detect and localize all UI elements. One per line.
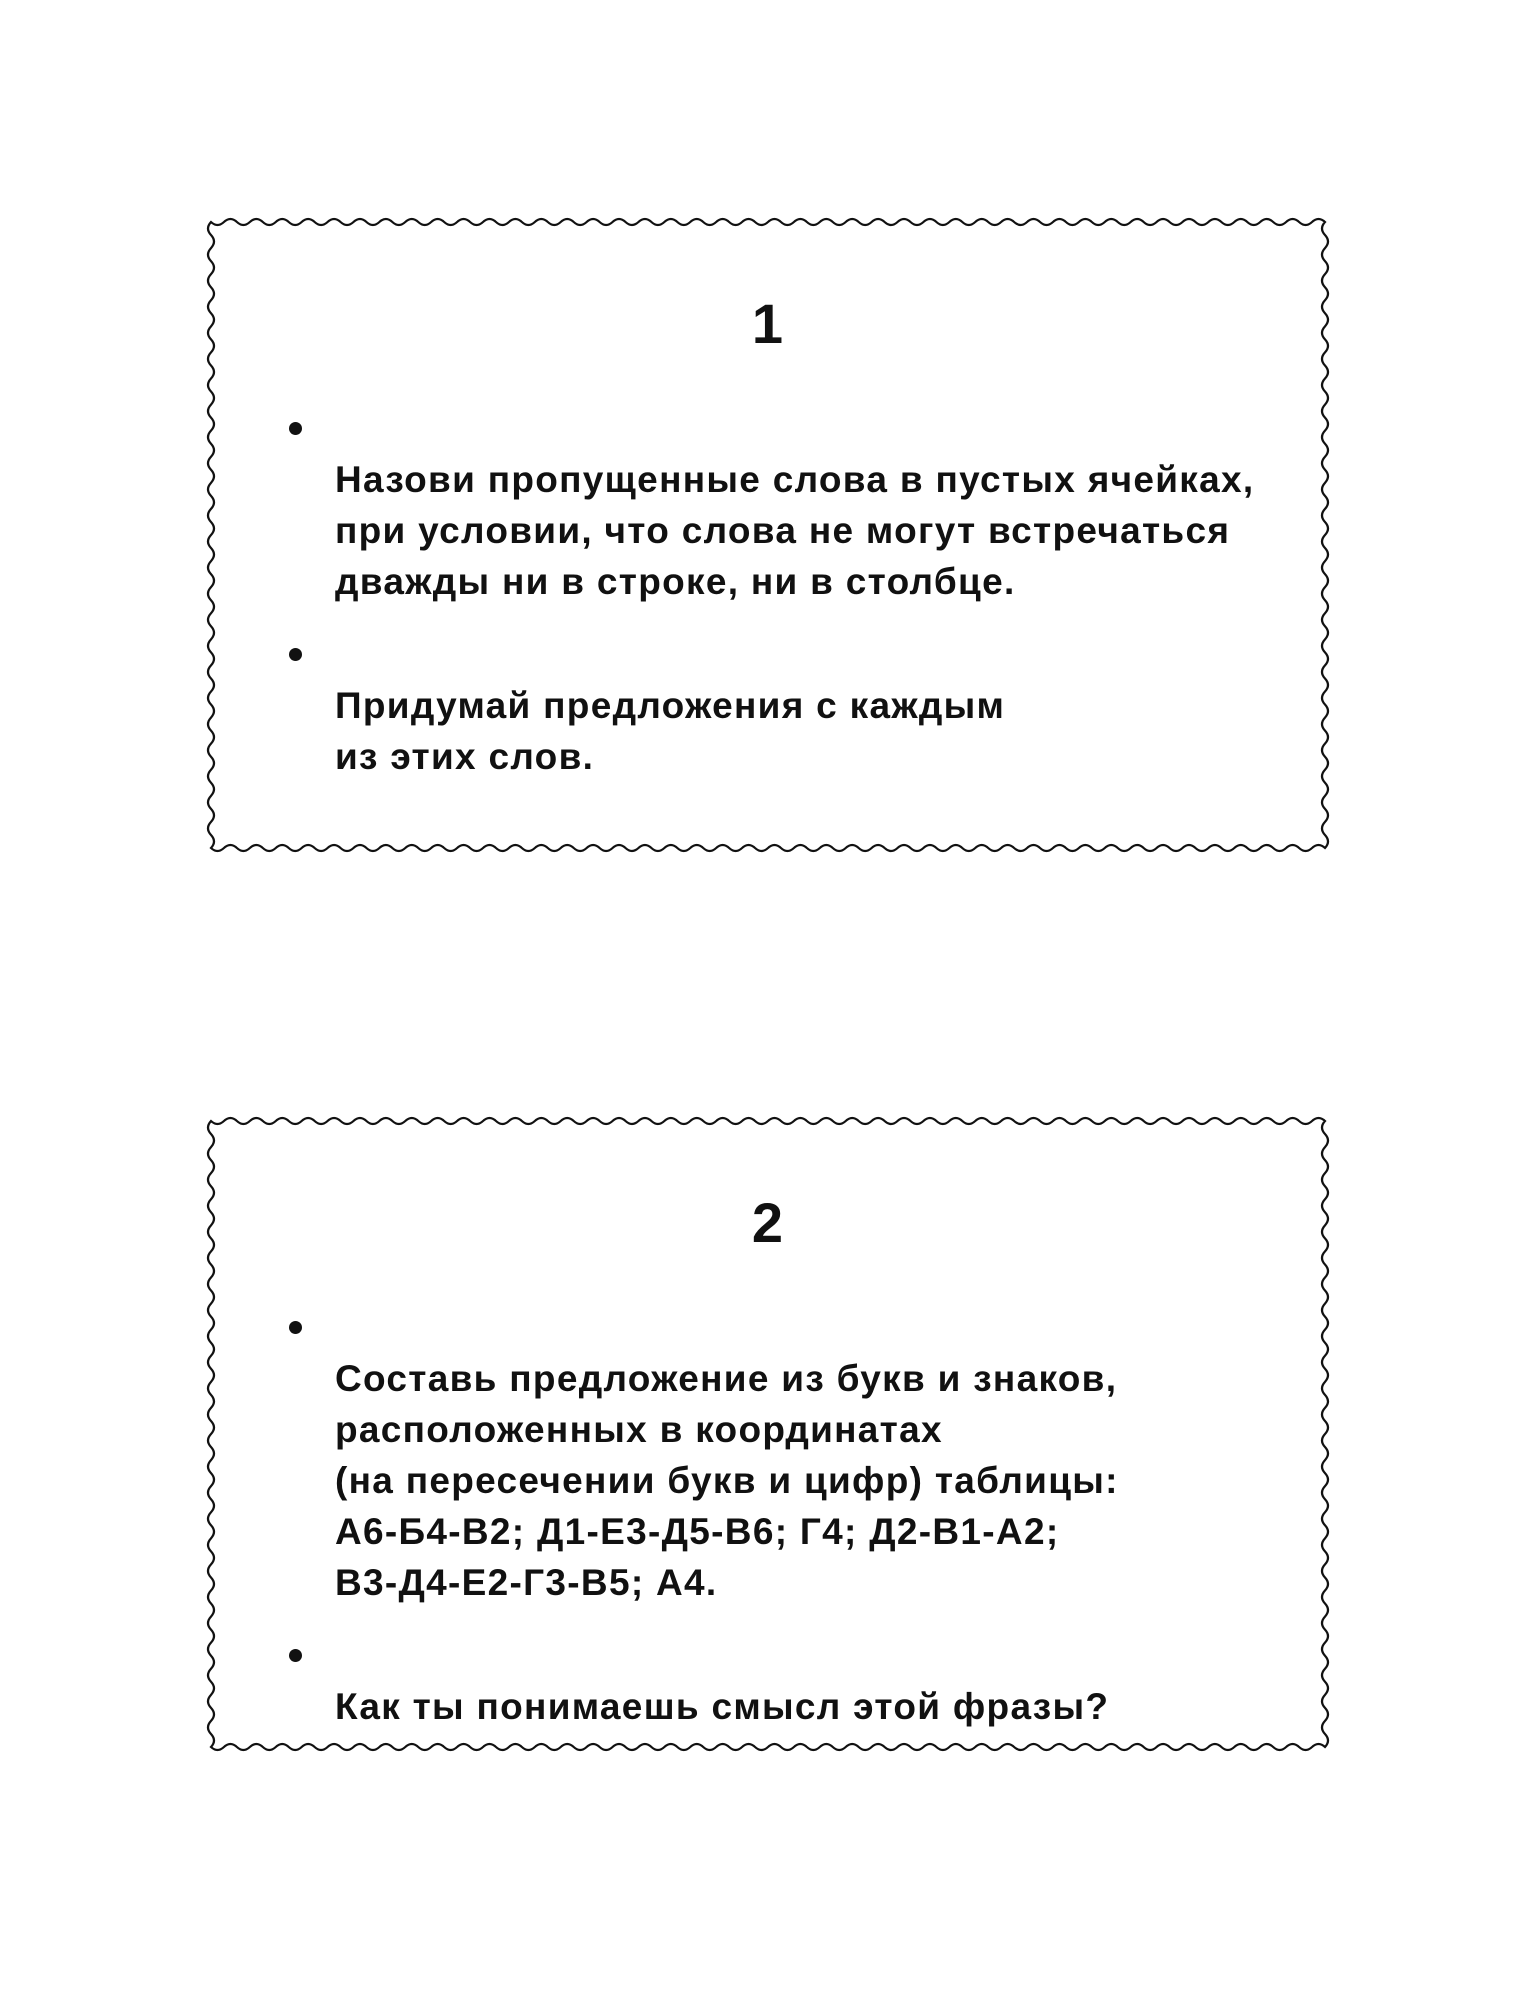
bullet-icon xyxy=(289,422,302,435)
bullet-icon xyxy=(289,1321,302,1334)
card-number: 1 xyxy=(751,292,785,355)
bullet-icon xyxy=(289,648,302,661)
bullet-icon xyxy=(289,1649,302,1662)
instruction-list xyxy=(287,403,1287,804)
task-card-1 xyxy=(207,218,1329,852)
instruction-item xyxy=(287,1630,1287,1732)
instruction-item xyxy=(287,1302,1287,1608)
card-number: 2 xyxy=(751,1191,785,1254)
task-card-2 xyxy=(207,1117,1329,1751)
instruction-text: Назови пропущенные слова в пустых ячейках, при условии, что слова не могут встречаться дважды ни в строке, ни в столбце. xyxy=(335,459,1255,602)
instruction-text: Как ты понимаешь смысл этой фразы? xyxy=(335,1686,1110,1727)
instruction-item xyxy=(287,629,1287,782)
instruction-list xyxy=(287,1302,1287,1754)
instruction-text: Придумай предложения с каждым из этих слов. xyxy=(335,685,1006,777)
instruction-text: Составь предложение из букв и знаков, расположенных в координатах (на пересечении букв и цифр) таблицы: А6-Б4-В2; Д1-Е3-Д5-В6; Г4; Д2-В1-А2; В3-Д4-Е2-Г3-В5; А4. xyxy=(335,1358,1119,1603)
instruction-item xyxy=(287,403,1287,607)
